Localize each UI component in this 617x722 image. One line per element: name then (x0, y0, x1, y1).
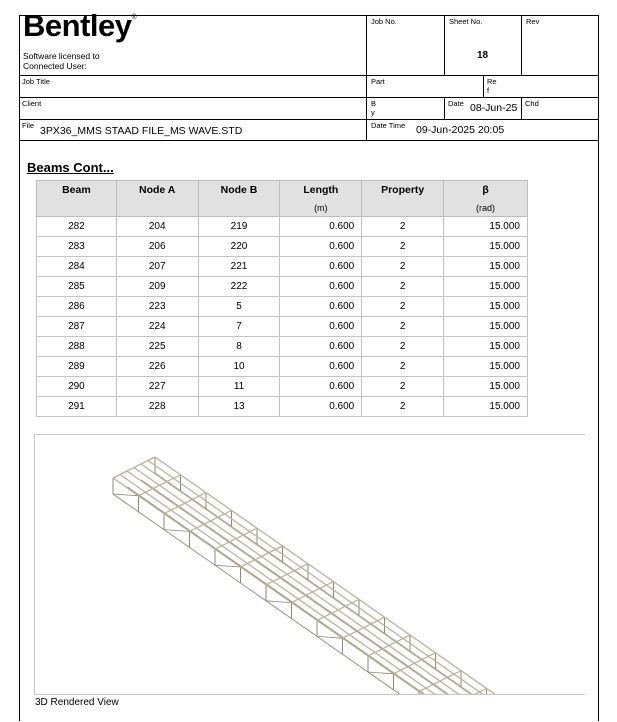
structure-member (127, 487, 535, 694)
cell-beam: 284 (37, 257, 117, 277)
date-value: 08-Jun-25 (470, 102, 518, 114)
table-row (37, 237, 528, 257)
cell-length: 0.600 (280, 217, 362, 237)
section-title: Beams Cont... (27, 160, 114, 175)
structure-member (164, 530, 190, 532)
cell-node-b: 11 (198, 377, 280, 397)
ref-label-1: Re (487, 77, 497, 86)
cell-beam: 289 (37, 357, 117, 377)
cell-node-a: 225 (116, 337, 198, 357)
cell-node-a: 207 (116, 257, 198, 277)
cell-node-b: 10 (198, 357, 280, 377)
cell-property: 2 (362, 257, 444, 277)
cell-node-b: 5 (198, 297, 280, 317)
cell-property: 2 (362, 237, 444, 257)
cell-node-a: 227 (116, 377, 198, 397)
cell-beam: 288 (37, 337, 117, 357)
cell-beam: 283 (37, 237, 117, 257)
render-caption: 3D Rendered View (35, 697, 119, 708)
cell-node-a: 226 (116, 357, 198, 377)
cell-beam: 282 (37, 217, 117, 237)
job-no-label: Job No. (371, 17, 397, 26)
ref-label-2: f (487, 86, 490, 95)
cell-property: 2 (362, 317, 444, 337)
cell-beam: 286 (37, 297, 117, 317)
sheet-no-label: Sheet No. (449, 17, 483, 26)
cell-property: 2 (362, 357, 444, 377)
date-label: Date (448, 99, 464, 108)
license-line-1: Software licensed to (23, 51, 100, 61)
structure-member (113, 494, 521, 694)
unit-beam (37, 199, 117, 217)
cell-property: 2 (362, 217, 444, 237)
table-row (37, 377, 528, 397)
page-left-border (19, 15, 20, 721)
cell-length: 0.600 (280, 397, 362, 417)
datetime-label: Date Time (371, 121, 406, 130)
structure-member (368, 672, 394, 674)
sheet-no-value: 18 (476, 50, 489, 61)
rev-label: Rev (526, 17, 540, 26)
table-row (37, 337, 528, 357)
cell-beam: 291 (37, 397, 117, 417)
header-divider-chd (521, 97, 522, 119)
cell-beta: 15.000 (444, 377, 528, 397)
cell-property: 2 (362, 397, 444, 417)
header-row-line-1 (19, 75, 599, 76)
table-row (37, 277, 528, 297)
cell-beta: 15.000 (444, 217, 528, 237)
license-line-2: Connected User: (23, 61, 87, 71)
col-header-node-a: Node A (116, 181, 198, 200)
header-divider-sheet (444, 15, 445, 75)
cell-node-b: 221 (198, 257, 280, 277)
header-row-line-3 (19, 119, 599, 120)
by-label-2: y (371, 108, 375, 117)
cell-beam: 285 (37, 277, 117, 297)
by-label-1: B (371, 99, 377, 108)
cell-length: 0.600 (280, 257, 362, 277)
cell-node-a: 224 (116, 317, 198, 337)
cell-beta: 15.000 (444, 357, 528, 377)
cell-beta: 15.000 (444, 257, 528, 277)
cell-length: 0.600 (280, 237, 362, 257)
table-row (37, 257, 528, 277)
table-row (37, 317, 528, 337)
col-header-property: Property (362, 181, 444, 200)
cell-length: 0.600 (280, 377, 362, 397)
cell-length: 0.600 (280, 297, 362, 317)
cell-length: 0.600 (280, 337, 362, 357)
structure-member (215, 565, 241, 567)
bentley-logo: Bentley® (23, 8, 137, 43)
cell-node-b: 7 (198, 317, 280, 337)
unit-node-b (198, 199, 280, 217)
cell-property: 2 (362, 377, 444, 397)
part-label: Part (371, 77, 385, 86)
header-bottom-border (19, 140, 599, 141)
cell-property: 2 (362, 297, 444, 317)
table-row (37, 217, 528, 237)
cell-node-a: 204 (116, 217, 198, 237)
unit-length: (m) (280, 199, 362, 217)
cell-beam: 290 (37, 377, 117, 397)
col-header-node-b: Node B (198, 181, 280, 200)
cell-node-b: 8 (198, 337, 280, 357)
unit-node-a (116, 199, 198, 217)
page-right-border (598, 15, 599, 721)
header-row-line-2 (19, 97, 599, 98)
table-units-row (37, 199, 528, 217)
unit-property (362, 199, 444, 217)
cell-length: 0.600 (280, 277, 362, 297)
cell-length: 0.600 (280, 317, 362, 337)
cell-beta: 15.000 (444, 277, 528, 297)
datetime-value: 09-Jun-2025 20:05 (416, 124, 505, 136)
header-divider-ref (483, 75, 484, 97)
table-row (37, 297, 528, 317)
cell-property: 2 (362, 337, 444, 357)
cell-node-a: 228 (116, 397, 198, 417)
cell-node-a: 209 (116, 277, 198, 297)
cell-node-b: 222 (198, 277, 280, 297)
header-vertical-divider (366, 15, 367, 140)
cell-beta: 15.000 (444, 297, 528, 317)
table-row (37, 397, 528, 417)
cell-beta: 15.000 (444, 337, 528, 357)
cell-length: 0.600 (280, 357, 362, 377)
cell-node-b: 13 (198, 397, 280, 417)
cell-beam: 287 (37, 317, 117, 337)
structure-member (266, 601, 292, 603)
cell-beta: 15.000 (444, 397, 528, 417)
cell-node-b: 220 (198, 237, 280, 257)
file-label: File (22, 121, 35, 130)
cell-beta: 15.000 (444, 237, 528, 257)
render-view-frame (34, 434, 585, 695)
structure-member (113, 494, 139, 496)
structure-render-image (35, 435, 585, 694)
chd-label: Chd (525, 99, 539, 108)
table-row (37, 357, 528, 377)
structure-member (317, 636, 343, 638)
cell-property: 2 (362, 277, 444, 297)
unit-beta: (rad) (444, 199, 528, 217)
header-divider-date (444, 97, 445, 119)
structure-member (155, 473, 563, 694)
file-value: 3PX36_MMS STAAD FILE_MS WAVE.STD (40, 125, 243, 137)
client-label: Client (22, 99, 42, 108)
cell-beta: 15.000 (444, 317, 528, 337)
table-header-row (37, 181, 528, 200)
cell-node-a: 206 (116, 237, 198, 257)
job-title-label: Job Title (22, 77, 50, 86)
structure-member (141, 480, 549, 694)
cell-node-b: 219 (198, 217, 280, 237)
col-header-beam: Beam (37, 181, 117, 200)
structure-member (113, 457, 155, 478)
structure-member (155, 457, 563, 694)
cell-node-a: 223 (116, 297, 198, 317)
header-divider-rev (521, 15, 522, 75)
col-header-beta: β (444, 181, 528, 200)
col-header-length: Length (280, 181, 362, 200)
beams-table (36, 180, 528, 417)
